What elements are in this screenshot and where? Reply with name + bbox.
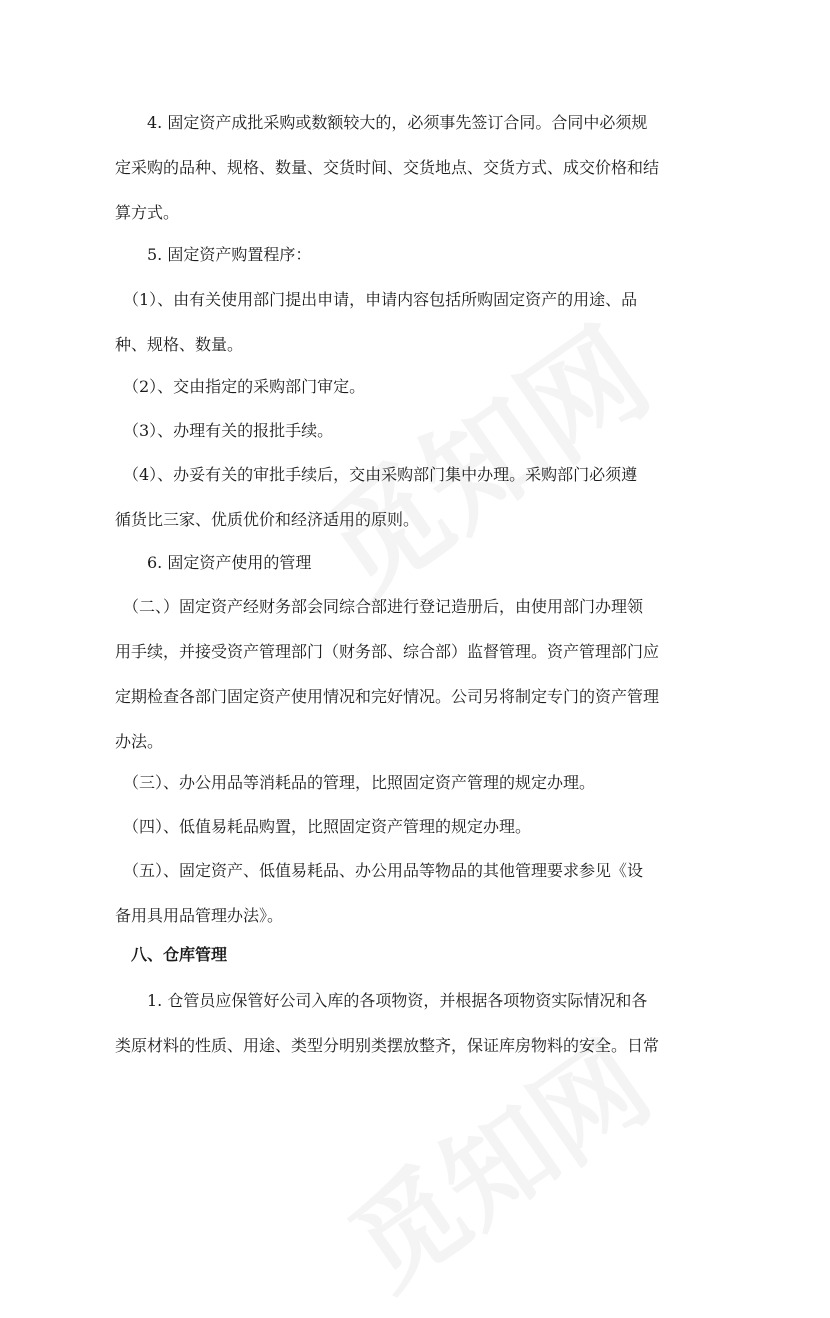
section-heading	[115, 932, 715, 977]
paragraph-section-3	[115, 760, 715, 805]
text-line: 1. 仓管员应保管好公司入库的各项物资，并根据各项物资实际情况和各	[115, 991, 648, 1010]
text-line: 算方式。	[115, 203, 180, 222]
paragraph-step-4	[115, 452, 715, 542]
text-line: 种、规格、数量。	[115, 335, 244, 354]
text-line: 5. 固定资产购置程序：	[115, 245, 312, 264]
heading-text: 八、仓库管理	[115, 945, 228, 964]
text-line: 定采购的品种、规格、数量、交货时间、交货地点、交货方式、成交价格和结	[115, 158, 660, 177]
paragraph-item-4	[115, 100, 715, 235]
paragraph-step-1	[115, 277, 715, 367]
paragraph-step-3	[115, 408, 715, 453]
text-line: 6. 固定资产使用的管理	[115, 553, 312, 572]
text-line: 办法。	[115, 732, 164, 751]
text-line: （二、）固定资产经财务部会同综合部进行登记造册后，由使用部门办理领	[115, 597, 644, 616]
text-line: 循货比三家、优质优价和经济适用的原则。	[115, 510, 420, 529]
text-line: 用手续，并接受资产管理部门（财务部、综合部）监督管理。资产管理部门应	[115, 642, 660, 661]
paragraph-warehouse-1	[115, 978, 715, 1068]
text-line: （五）、固定资产、低值易耗品、办公用品等物品的其他管理要求参见《设	[115, 861, 644, 880]
paragraph-section-4	[115, 804, 715, 849]
text-line: 定期检查各部门固定资产使用情况和完好情况。公司另将制定专门的资产管理	[115, 687, 660, 706]
text-line: （三）、办公用品等消耗品的管理，比照固定资产管理的规定办理。	[115, 773, 596, 792]
text-line: 类原材料的性质、用途、类型分明别类摆放整齐，保证库房物料的安全。日常	[115, 1036, 660, 1055]
text-line: 备用具用品管理办法》。	[115, 906, 284, 925]
text-line: （1）、由有关使用部门提出申请，申请内容包括所购固定资产的用途、品	[115, 290, 638, 309]
text-line: （3）、办理有关的报批手续。	[115, 421, 334, 440]
paragraph-step-2	[115, 364, 715, 409]
text-line: （四）、低值易耗品购置，比照固定资产管理的规定办理。	[115, 817, 532, 836]
text-line: （4）、办妥有关的审批手续后，交由采购部门集中办理。采购部门必须遵	[115, 465, 638, 484]
paragraph-item-5	[115, 232, 715, 277]
text-line: 4. 固定资产成批采购或数额较大的，必须事先签订合同。合同中必须规	[115, 113, 648, 132]
paragraph-item-6	[115, 540, 715, 585]
paragraph-section-2	[115, 584, 715, 764]
text-line: （2）、交由指定的采购部门审定。	[115, 377, 366, 396]
paragraph-section-5	[115, 848, 715, 938]
